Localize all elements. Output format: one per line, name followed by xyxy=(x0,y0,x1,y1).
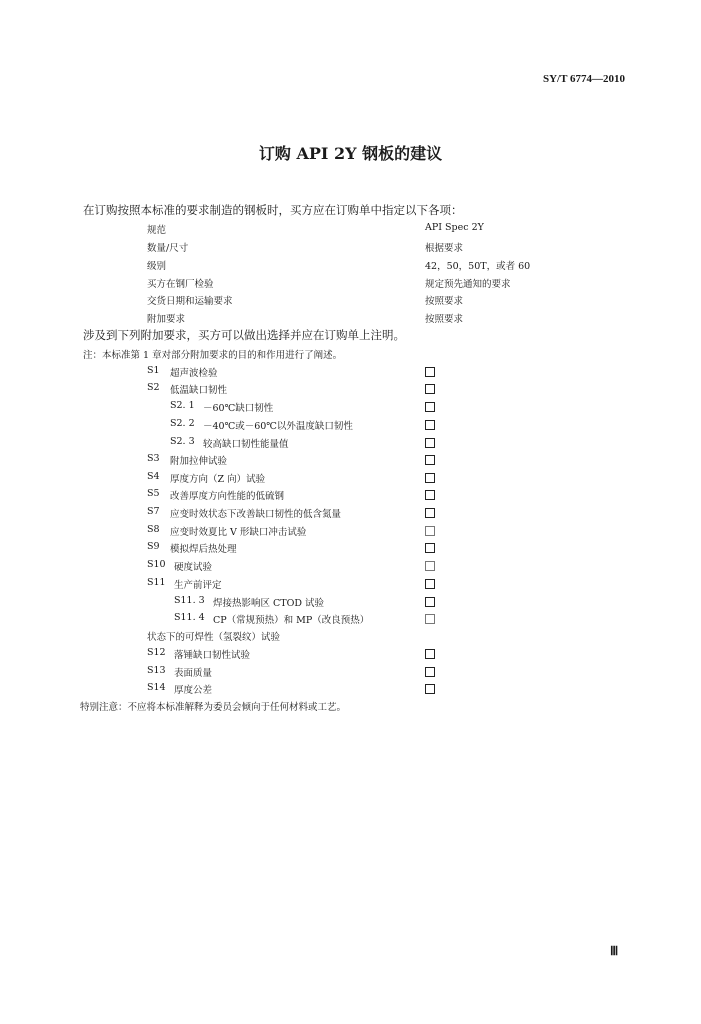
sup-checkbox-s5[interactable] xyxy=(425,490,435,500)
sup-checkbox-s9[interactable] xyxy=(425,543,435,553)
sup-code: S5 xyxy=(147,488,160,499)
sup-checkbox-s13[interactable] xyxy=(425,667,435,677)
sup-checkbox-s11-4[interactable] xyxy=(425,614,435,624)
supplementary-intro: 涉及到下列附加要求，买方可以做出选择并应在订购单上注明。 xyxy=(83,328,405,342)
sup-label: 厚度公差 xyxy=(174,685,213,696)
sup-label: 低温缺口韧性 xyxy=(170,385,228,396)
sup-code: S11. 3 xyxy=(174,595,205,606)
sup-label: 表面质量 xyxy=(174,668,213,679)
sup-label: 模拟焊后热处理 xyxy=(170,544,237,555)
sup-label: 应变时效状态下改善缺口韧性的低含氮量 xyxy=(170,509,342,520)
special-note: 特别注意：不应将本标准解释为委员会倾向于任何材料或工艺。 xyxy=(80,702,347,713)
sup-checkbox-s2-1[interactable] xyxy=(425,402,435,412)
sup-label: 超声波检验 xyxy=(170,368,218,379)
intro-paragraph: 在订购按照本标准的要求制造的钢板时，买方应在订购单中指定以下各项： xyxy=(83,203,463,217)
sup-code: S11 xyxy=(147,577,166,588)
sup-label: 厚度方向（Z 向）试验 xyxy=(170,474,266,485)
sup-code: S2. 3 xyxy=(170,436,195,447)
sup-label: 应变时效夏比 V 形缺口冲击试验 xyxy=(170,527,307,538)
sup-checkbox-s11-3[interactable] xyxy=(425,597,435,607)
required-item-label: 买方在钢厂检验 xyxy=(147,279,214,290)
sup-code: S10 xyxy=(147,559,166,570)
required-item-label: 规范 xyxy=(147,225,167,236)
sup-checkbox-s10[interactable] xyxy=(425,561,435,571)
sup-code: S7 xyxy=(147,506,160,517)
sup-code: S4 xyxy=(147,471,160,482)
sup-checkbox-s3[interactable] xyxy=(425,455,435,465)
sup-checkbox-s2-2[interactable] xyxy=(425,420,435,430)
required-item-label: 数量/尺寸 xyxy=(147,243,189,254)
sup-checkbox-s7[interactable] xyxy=(425,508,435,518)
sup-label: 改善厚度方向性能的低硫钢 xyxy=(170,491,285,502)
sup-checkbox-s4[interactable] xyxy=(425,473,435,483)
sup-code: S2 xyxy=(147,382,160,393)
sup-code: S9 xyxy=(147,541,160,552)
sup-label: 生产前评定 xyxy=(174,580,222,591)
sup-code: S2. 1 xyxy=(170,400,195,411)
required-item-value: 根据要求 xyxy=(425,243,464,254)
sup-label: 硬度试验 xyxy=(174,562,213,573)
sup-checkbox-s2[interactable] xyxy=(425,384,435,394)
sup-code: S12 xyxy=(147,647,166,658)
sup-label: 附加拉伸试验 xyxy=(170,456,228,467)
sup-label: 落锤缺口韧性试验 xyxy=(174,650,251,661)
sup-label: －40℃或－60℃以外温度缺口韧性 xyxy=(203,421,353,432)
sup-checkbox-s14[interactable] xyxy=(425,684,435,694)
sup-code: S11. 4 xyxy=(174,612,205,623)
sup-checkbox-s1[interactable] xyxy=(425,367,435,377)
page-number: Ⅲ xyxy=(610,944,619,958)
required-item-label: 交货日期和运输要求 xyxy=(147,296,233,307)
required-item-value: API Spec 2Y xyxy=(425,222,484,233)
required-item-label: 附加要求 xyxy=(147,314,186,325)
sup-label: 较高缺口韧性能量值 xyxy=(203,439,289,450)
sup-code: S3 xyxy=(147,453,160,464)
sup-label: 焊接热影响区 CTOD 试验 xyxy=(213,598,325,609)
sup-code: S1 xyxy=(147,365,160,376)
standard-number: SY/T 6774—2010 xyxy=(542,73,625,85)
sup-code: S2. 2 xyxy=(170,418,195,429)
required-item-label: 级别 xyxy=(147,261,167,272)
required-item-value: 按照要求 xyxy=(425,296,464,307)
sup-checkbox-s8[interactable] xyxy=(425,526,435,536)
sup-code: S8 xyxy=(147,524,160,535)
sup-checkbox-s12[interactable] xyxy=(425,649,435,659)
required-item-value: 42，50，50T，或者 60 xyxy=(425,261,531,272)
required-item-value: 规定预先通知的要求 xyxy=(425,279,511,290)
sup-code: S13 xyxy=(147,665,166,676)
sup-label: CP（常规预热）和 MP（改良预热） xyxy=(213,615,370,626)
sup-checkbox-s11[interactable] xyxy=(425,579,435,589)
page-title: 订购 API 2Y 钢板的建议 xyxy=(258,144,443,163)
sup-label: －60℃缺口韧性 xyxy=(203,403,274,414)
note-text: 注：本标准第 1 章对部分附加要求的目的和作用进行了阐述。 xyxy=(83,350,343,361)
sup-code: S14 xyxy=(147,682,166,693)
sup-label-continuation: 状态下的可焊性（氢裂纹）试验 xyxy=(147,632,281,643)
sup-checkbox-s2-3[interactable] xyxy=(425,438,435,448)
required-item-value: 按照要求 xyxy=(425,314,464,325)
